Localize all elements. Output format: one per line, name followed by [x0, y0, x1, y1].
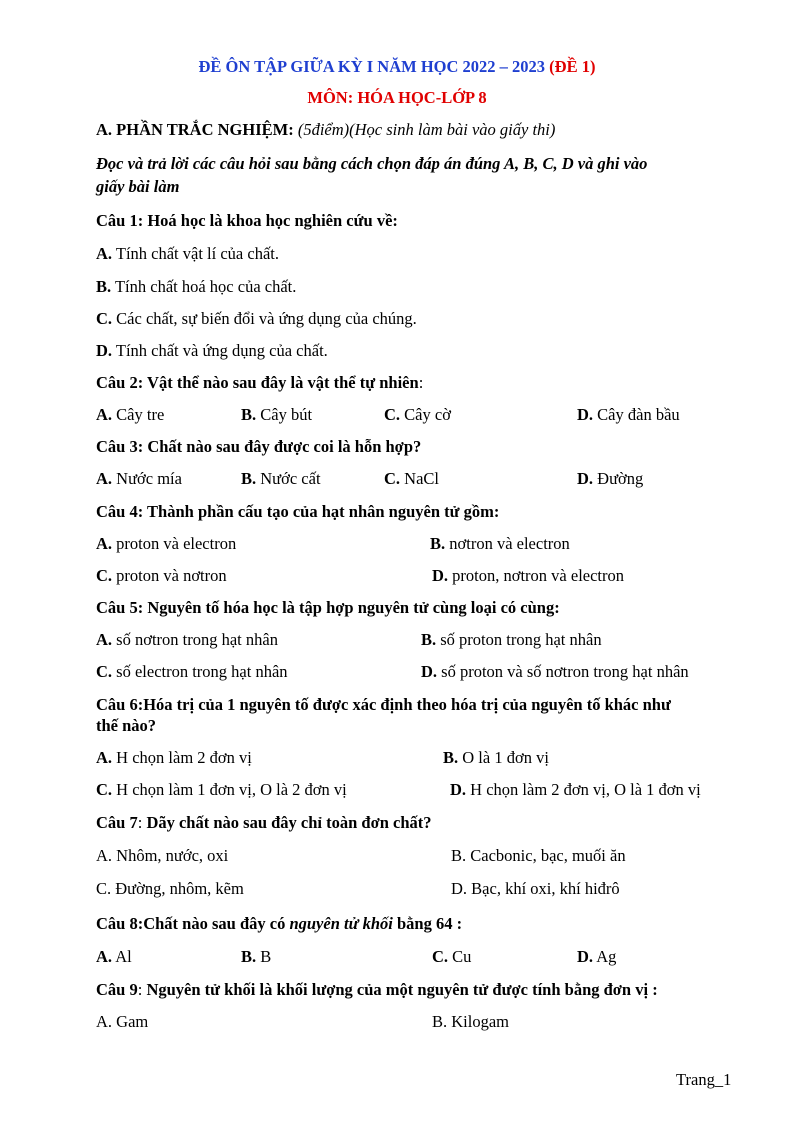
q1-option-a: A. Tính chất vật lí của chất.	[96, 244, 279, 263]
q2-option-a: A. Cây tre	[96, 405, 165, 424]
question-7-stem: Câu 7: Dãy chất nào sau đây chỉ toàn đơn chất?	[96, 813, 432, 832]
q1-option-b: B. Tính chất hoá học của chất.	[96, 277, 297, 296]
q3-option-a: A. Nước mía	[96, 469, 182, 488]
q4-option-a: A. proton và electron	[96, 534, 237, 553]
question-5-stem: Câu 5: Nguyên tố hóa học là tập hợp nguyên tử cùng loại có cùng:	[96, 598, 560, 617]
section-a-heading	[96, 120, 555, 140]
q9-option-b: B. Kilogam	[432, 1012, 509, 1031]
q5-option-d: D. số proton và số nơtron trong hạt nhân	[421, 662, 689, 681]
section-a-title: A. PHẦN TRẮC NGHIỆM:	[96, 120, 298, 139]
q2-option-c: C. Cây cờ	[384, 405, 451, 424]
page-number: Trang_1	[676, 1070, 732, 1089]
q3-option-b: B. Nước cất	[241, 469, 321, 488]
exam-title	[0, 57, 794, 77]
q6-option-b: B. O là 1 đơn vị	[443, 748, 549, 767]
section-a-note: (5điểm)(Học sinh làm bài vào giấy thi)	[297, 120, 556, 139]
exam-subject: MÔN: HÓA HỌC-LỚP 8	[307, 88, 487, 107]
q5-option-a: A. số nơtron trong hạt nhân	[96, 630, 278, 649]
q8-option-d: D. Ag	[577, 947, 617, 966]
question-6-stem-line-1: Câu 6:Hóa trị của 1 nguyên tố được xác định theo hóa trị của nguyên tố khác như	[96, 695, 671, 714]
q3-option-c: C. NaCl	[384, 469, 440, 488]
instruction-line-2: giấy bài làm	[96, 177, 180, 196]
q5-option-c: C. số electron trong hạt nhân	[96, 662, 288, 681]
question-2-stem: Câu 2: Vật thể nào sau đây là vật thể tự nhiên:	[96, 373, 424, 392]
q1-option-c: C. Các chất, sự biến đổi và ứng dụng của chúng.	[96, 309, 417, 328]
q3-option-d: D. Đường	[577, 469, 644, 488]
question-4-stem: Câu 4: Thành phần cấu tạo của hạt nhân nguyên tử gồm:	[96, 502, 500, 521]
question-8-stem: Câu 8:Chất nào sau đây có nguyên tử khối bằng 64 :	[96, 914, 463, 933]
exam-title-main: ĐỀ ÔN TẬP GIỮA KỲ I NĂM HỌC 2022 – 2023	[198, 57, 550, 76]
q7-option-c: C. Đường, nhôm, kẽm	[96, 879, 244, 898]
q5-option-b: B. số proton trong hạt nhân	[421, 630, 602, 649]
q7-option-d: D. Bạc, khí oxi, khí hiđrô	[451, 879, 620, 898]
q4-option-c: C. proton và nơtron	[96, 566, 227, 585]
q6-option-d: D. H chọn làm 2 đơn vị, O là 1 đơn vị	[450, 780, 701, 799]
q4-option-d: D. proton, nơtron và electron	[432, 566, 625, 585]
exam-title-tag: (ĐỀ 1)	[549, 57, 596, 76]
q2-option-d: D. Cây đàn bầu	[577, 405, 680, 424]
instruction-line-1: Đọc và trả lời các câu hỏi sau bằng cách chọn đáp án đúng A, B, C, D và ghi vào	[96, 154, 648, 173]
question-9-stem: Câu 9: Nguyên tử khối là khối lượng của một nguyên tử được tính bằng đơn vị :	[96, 980, 658, 999]
question-6-stem-line-2: thế nào?	[96, 716, 157, 735]
q8-option-c: C. Cu	[432, 947, 472, 966]
q4-option-b: B. nơtron và electron	[430, 534, 570, 553]
q1-option-d: D. Tính chất và ứng dụng của chất.	[96, 341, 328, 360]
q9-option-a: A. Gam	[96, 1012, 149, 1031]
q6-option-a: A. H chọn làm 2 đơn vị	[96, 748, 252, 767]
q8-option-b: B. B	[241, 947, 272, 966]
q7-option-b: B. Cacbonic, bạc, muối ăn	[451, 846, 626, 865]
question-3-stem: Câu 3: Chất nào sau đây được coi là hỗn hợp?	[96, 437, 422, 456]
q7-option-a: A. Nhôm, nước, oxi	[96, 846, 229, 865]
q6-option-c: C. H chọn làm 1 đơn vị, O là 2 đơn vị	[96, 780, 347, 799]
q8-option-a: A. Al	[96, 947, 132, 966]
q2-option-b: B. Cây bút	[241, 405, 313, 424]
question-1-stem: Câu 1: Hoá học là khoa học nghiên cứu về:	[96, 211, 398, 230]
